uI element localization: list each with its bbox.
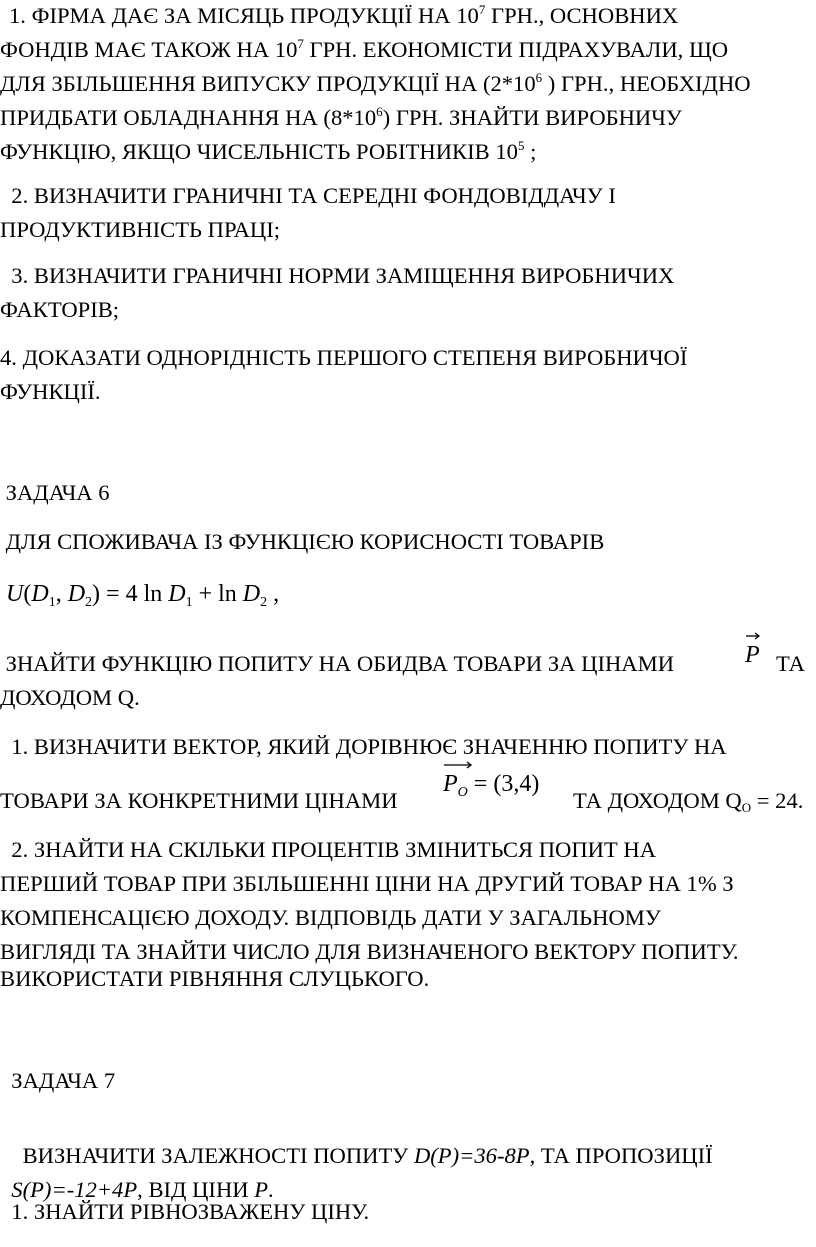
text: ТА ДОХОДОМ Q: [573, 788, 742, 813]
text: ГРН. ЕКОНОМІСТИ ПІДРАХУВАЛИ, ЩО: [303, 37, 729, 62]
formula-symbol: U: [6, 581, 24, 607]
formula-symbol: ): [92, 581, 101, 607]
vector-symbol: P: [745, 642, 760, 668]
task6-q1-line-1: 1. ВИЗНАЧИТИ ВЕКТОР, ЯКИЙ ДОРІВНЮЄ ЗНАЧЕННЮ ПОПИТУ НА: [0, 734, 727, 759]
text: ФУНКЦІЮ, ЯКЩО ЧИСЕЛЬНІСТЬ РОБІТНИКІВ 10: [0, 139, 518, 164]
formula-subscript: 1: [185, 595, 193, 610]
task6-demand-line-2: ДОХОДОМ Q.: [0, 685, 140, 710]
formula-subscript: 1: [48, 595, 56, 610]
p3-line-2: ФАКТОРІВ;: [0, 297, 120, 322]
formula-symbol: ,: [267, 581, 280, 607]
formula-symbol: + ln: [192, 581, 243, 607]
supply-formula: S(P)=-12+4P: [11, 1177, 138, 1202]
task6-q2-line-5: ВИКОРИСТАТИ РІВНЯННЯ СЛУЦЬКОГО.: [0, 966, 430, 991]
demand-formula: D(P)=36-8P: [413, 1143, 530, 1168]
text: ВИЗНАЧИТИ ЗАЛЕЖНОСТІ ПОПИТУ: [11, 1143, 414, 1168]
text: ) ГРН. ЗНАЙТИ ВИРОБНИЧУ: [382, 105, 682, 130]
task7-q1: 1. ЗНАЙТИ РІВНОЗВАЖЕНУ ЦІНУ.: [0, 1199, 370, 1224]
formula-symbol: D: [242, 581, 261, 607]
text: .: [268, 1177, 274, 1202]
formula-symbol: ,: [55, 581, 68, 607]
task6-q2-line-4: ВИГЛЯДІ ТА ЗНАЙТИ ЧИСЛО ДЛЯ ВИЗНАЧЕНОГО ВЕКТОРУ ПОПИТУ.: [0, 939, 739, 964]
text: ФОНДІВ МАЄ ТАКОЖ НА 10: [0, 37, 298, 62]
subscript: O: [741, 800, 752, 815]
p1-line-2: [0, 37, 728, 63]
text: ) ГРН., НЕОБХІДНО: [542, 71, 751, 96]
vector-arrow-icon: [745, 630, 761, 640]
superscript: 6: [376, 104, 383, 119]
text: , ВІД ЦІНИ: [137, 1177, 255, 1202]
task6-q2-line-3: КОМПЕНСАЦІЄЮ ДОХОДУ. ВІДПОВІДЬ ДАТИ У ЗАГАЛЬНОМУ: [0, 905, 661, 930]
formula-subscript: 2: [85, 595, 93, 610]
text: ПРИДБАТИ ОБЛАДНАННЯ НА (8*10: [0, 105, 377, 130]
p1-line-3: [0, 71, 751, 97]
task7-heading: ЗАДАЧА 7: [0, 1068, 116, 1093]
task6-q1-line-2: ТОВАРИ ЗА КОНКРЕТНИМИ ЦІНАМИ: [0, 788, 398, 813]
text: = 24.: [751, 788, 804, 813]
task6-intro: ДЛЯ СПОЖИВАЧА ІЗ ФУНКЦІЄЮ КОРИСНОСТІ ТОВАРІВ: [0, 529, 605, 554]
price-symbol: P: [254, 1177, 269, 1202]
task6-demand-line-1: ЗНАЙТИ ФУНКЦІЮ ПОПИТУ НА ОБИДВА ТОВАРИ ЗА ЦІНАМИ: [0, 651, 675, 676]
superscript: 7: [478, 2, 486, 17]
text: , ТА ПРОПОЗИЦІЇ: [529, 1143, 713, 1168]
p4-line-1: 4. ДОКАЗАТИ ОДНОРІДНІСТЬ ПЕРШОГО СТЕПЕНЯ ВИРОБНИЧОЇ: [0, 345, 688, 370]
task6-q2-line-2: ПЕРШИЙ ТОВАР ПРИ ЗБІЛЬШЕННІ ЦІНИ НА ДРУГИЙ ТОВАР НА 1% З: [0, 871, 734, 896]
price-vector-o: [443, 771, 553, 801]
superscript: 7: [297, 36, 304, 51]
task6-q2-line-1: 2. ЗНАЙТИ НА СКІЛЬКИ ПРОЦЕНТІВ ЗМІНИТЬСЯ ПОПИТ НА: [0, 837, 657, 862]
formula-subscript: 2: [260, 595, 268, 610]
text: ;: [524, 139, 537, 164]
vector-value: = (3,4): [467, 771, 540, 797]
p1-line-1: [9, 3, 678, 29]
p2-line-1: 2. ВИЗНАЧИТИ ГРАНИЧНІ ТА СЕРЕДНІ ФОНДОВІДДАЧУ І: [0, 183, 616, 208]
price-vector: [745, 642, 761, 669]
superscript: 6: [535, 70, 543, 85]
vector-subscript: O: [457, 785, 468, 800]
p1-line-4: [0, 105, 682, 131]
formula-symbol: (: [23, 581, 32, 607]
utility-formula: [6, 580, 279, 617]
vector-symbol: P: [443, 771, 458, 797]
formula-symbol: = 4 ln: [100, 581, 169, 607]
task6-demand-line-1-end: ТА: [776, 651, 805, 676]
p3-line-1: 3. ВИЗНАЧИТИ ГРАНИЧНІ НОРМИ ЗАМІЩЕННЯ ВИРОБНИЧИХ: [0, 263, 675, 288]
task6-q1-line-2-end: [573, 788, 803, 814]
p1-line-5: [0, 139, 536, 165]
text: ГРН., ОСНОВНИХ: [485, 3, 679, 28]
vector-arrow-icon: [443, 759, 473, 769]
task7-line-2: [0, 1151, 274, 1203]
task6-heading: ЗАДАЧА 6: [0, 480, 110, 505]
superscript: 5: [517, 138, 525, 153]
formula-symbol: D: [67, 581, 86, 607]
formula-symbol: D: [31, 581, 49, 607]
p4-line-2: ФУНКЦІЇ.: [0, 379, 101, 404]
p2-line-2: ПРОДУКТИВНІСТЬ ПРАЦІ;: [0, 217, 281, 242]
formula-symbol: D: [168, 581, 186, 607]
text: 1. ФІРМА ДАЄ ЗА МІСЯЦЬ ПРОДУКЦІЇ НА 10: [9, 3, 479, 28]
text: ДЛЯ ЗБІЛЬШЕННЯ ВИПУСКУ ПРОДУКЦІЇ НА (2*10: [0, 71, 536, 96]
